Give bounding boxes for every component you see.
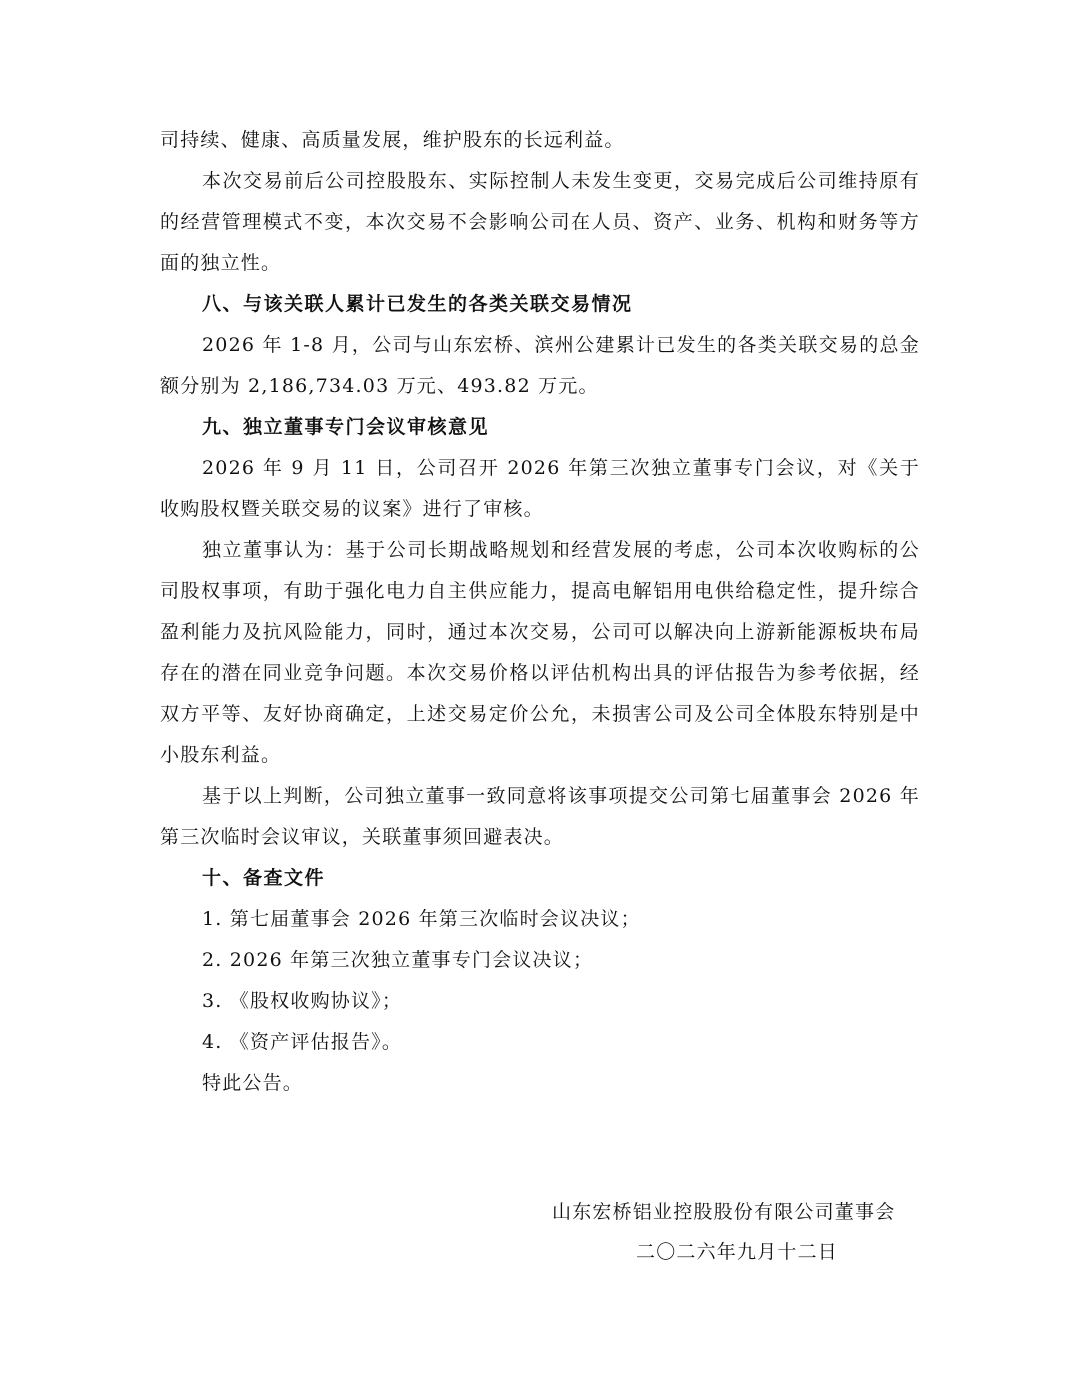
closing-statement: 特此公告。 [202,1072,304,1094]
section-9-paragraph-2: 独立董事认为：基于公司长期战略规划和经营发展的考虑，公司本次收购标的公司股权事项，有助于强化电力自主供应能力，提高电解铝用电供给稳定性，提升综合盈利能力及抗风险能力，同时，通过本次交易，公司可以解决向上游新能源板块布局存在的潜在同业竞争问题。本次交易价格以评估机构出具的评估报告为参考依据，经双方平等、友好协商确定，上述交易定价公允，未损害公司及公司全体股东特别是中小股东利益。 [160,539,920,766]
reference-document-4: 4. 《资产评估报告》。 [202,1031,403,1053]
section-10-heading: 十、备查文件 [202,867,326,889]
independence-paragraph: 本次交易前后公司控股股东、实际控制人未发生变更，交易完成后公司维持原有的经营管理模式不变，本次交易不会影响公司在人员、资产、业务、机构和财务等方面的独立性。 [160,170,920,274]
section-9-paragraph-1: 2026 年 9 月 11 日，公司召开 2026 年第三次独立董事专门会议，对《关于收购股权暨关联交易的议案》进行了审核。 [160,457,920,520]
document-body [160,120,920,1104]
section-8-body: 2026 年 1-8 月，公司与山东宏桥、滨州公建累计已发生的各类关联交易的总金额分别为 2,186,734.03 万元、493.82 万元。 [160,334,920,397]
signature-company: 山东宏桥铝业控股股份有限公司董事会 [552,1201,896,1223]
section-8-heading: 八、与该关联人累计已发生的各类关联交易情况 [202,293,633,315]
reference-document-3: 3. 《股权收购协议》； [202,990,403,1012]
continued-paragraph: 司持续、健康、高质量发展，维护股东的长远利益。 [160,129,625,151]
section-9-paragraph-3: 基于以上判断，公司独立董事一致同意将该事项提交公司第七届董事会 2026 年第三次临时会议审议，关联董事须回避表决。 [160,785,920,848]
reference-document-1: 1. 第七届董事会 2026 年第三次临时会议决议； [202,908,641,930]
section-9-heading: 九、独立董事专门会议审核意见 [202,416,490,438]
signature-date: 二〇二六年九月十二日 [636,1241,839,1263]
signature-block [540,1192,920,1272]
reference-document-2: 2. 2026 年第三次独立董事专门会议决议； [202,949,594,971]
